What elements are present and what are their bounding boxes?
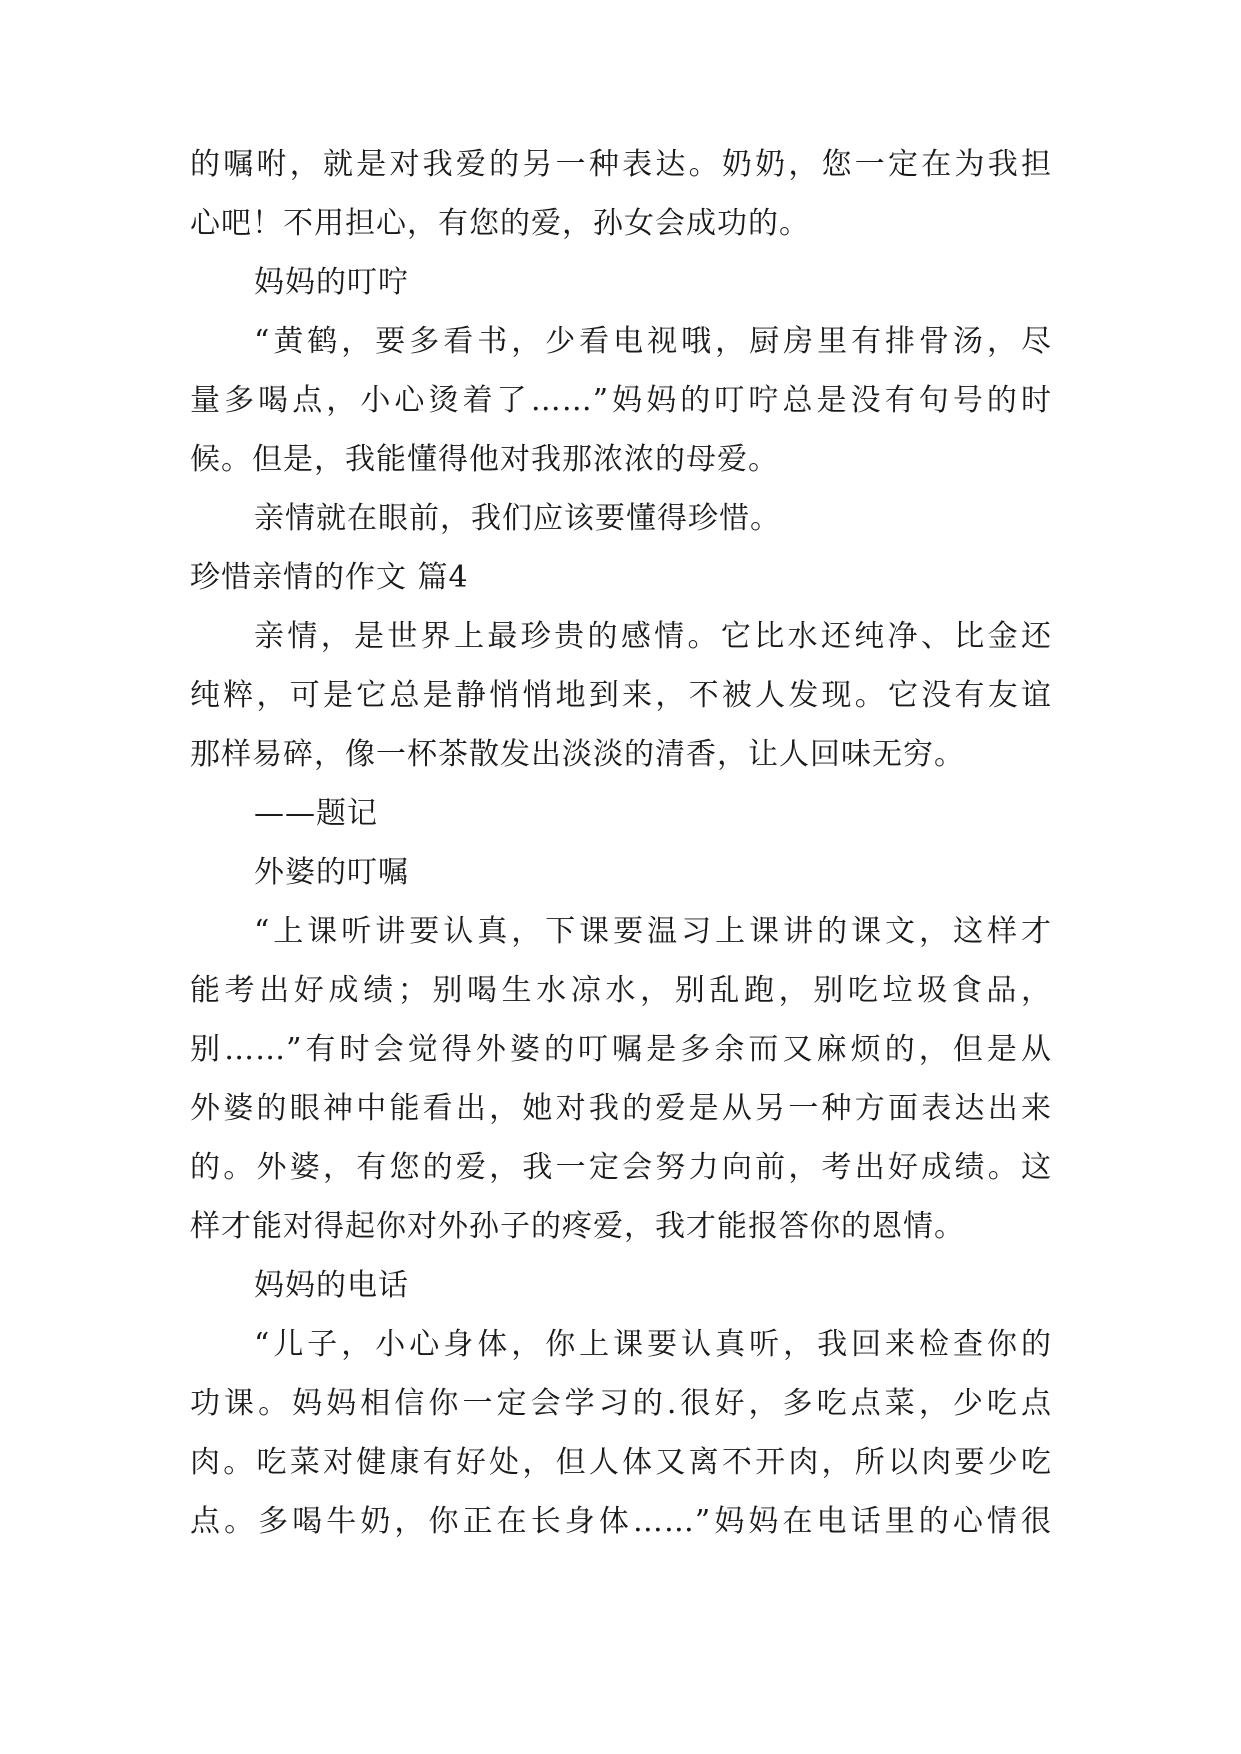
paragraph-line: “上课听讲要认真，下课要温习上课讲的课文，这样才 (254, 914, 1052, 949)
paragraph-line: 功课。妈妈相信你一定会学习的.很好，多吃点菜，少吃点 (190, 1386, 1052, 1421)
paragraph-line: 心吧！不用担心，有您的爱，孙女会成功的。 (190, 206, 810, 241)
paragraph-line: 的。外婆，有您的爱，我一定会努力向前，考出好成绩。这 (190, 1150, 1052, 1185)
paragraph-line: “黄鹤，要多看书，少看电视哦，厨房里有排骨汤，尽 (254, 324, 1052, 359)
paragraph-line: 点。多喝牛奶，你正在长身体……”妈妈在电话里的心情很 (190, 1504, 1052, 1539)
paragraph-line: 那样易碎，像一杯茶散发出淡淡的清香，让人回味无穷。 (190, 737, 965, 772)
paragraph-line: 样才能对得起你对外孙子的疼爱，我才能报答你的恩情。 (190, 1209, 965, 1244)
section-subtitle: 妈妈的电话 (254, 1268, 409, 1303)
article-heading: 珍惜亲情的作文 篇4 (190, 560, 469, 595)
section-subtitle: 妈妈的叮咛 (254, 265, 409, 300)
paragraph-line: 别……”有时会觉得外婆的叮嘱是多余而又麻烦的，但是从 (190, 1032, 1052, 1067)
paragraph-line: 亲情，是世界上最珍贵的感情。它比水还纯净、比金还 (254, 619, 1052, 654)
paragraph-line: 能考出好成绩；别喝生水凉水，别乱跑，别吃垃圾食品， (190, 973, 1052, 1008)
paragraph-line: 肉。吃菜对健康有好处，但人体又离不开肉，所以肉要少吃 (190, 1445, 1052, 1480)
epigraph-note: ——题记 (254, 796, 378, 831)
paragraph-line: 亲情就在眼前，我们应该要懂得珍惜。 (254, 501, 781, 536)
paragraph-line: 候。但是，我能懂得他对我那浓浓的母爱。 (190, 442, 779, 477)
paragraph-line: 纯粹，可是它总是静悄悄地到来，不被人发现。它没有友谊 (190, 678, 1052, 713)
paragraph-line: 外婆的眼神中能看出，她对我的爱是从另一种方面表达出来 (190, 1091, 1052, 1126)
paragraph-line: “儿子，小心身体，你上课要认真听，我回来检查你的 (254, 1327, 1052, 1362)
section-subtitle: 外婆的叮嘱 (254, 855, 409, 890)
paragraph-line: 的嘱咐，就是对我爱的另一种表达。奶奶，您一定在为我担 (190, 147, 1052, 182)
paragraph-line: 量多喝点，小心烫着了……”妈妈的叮咛总是没有句号的时 (190, 383, 1052, 418)
